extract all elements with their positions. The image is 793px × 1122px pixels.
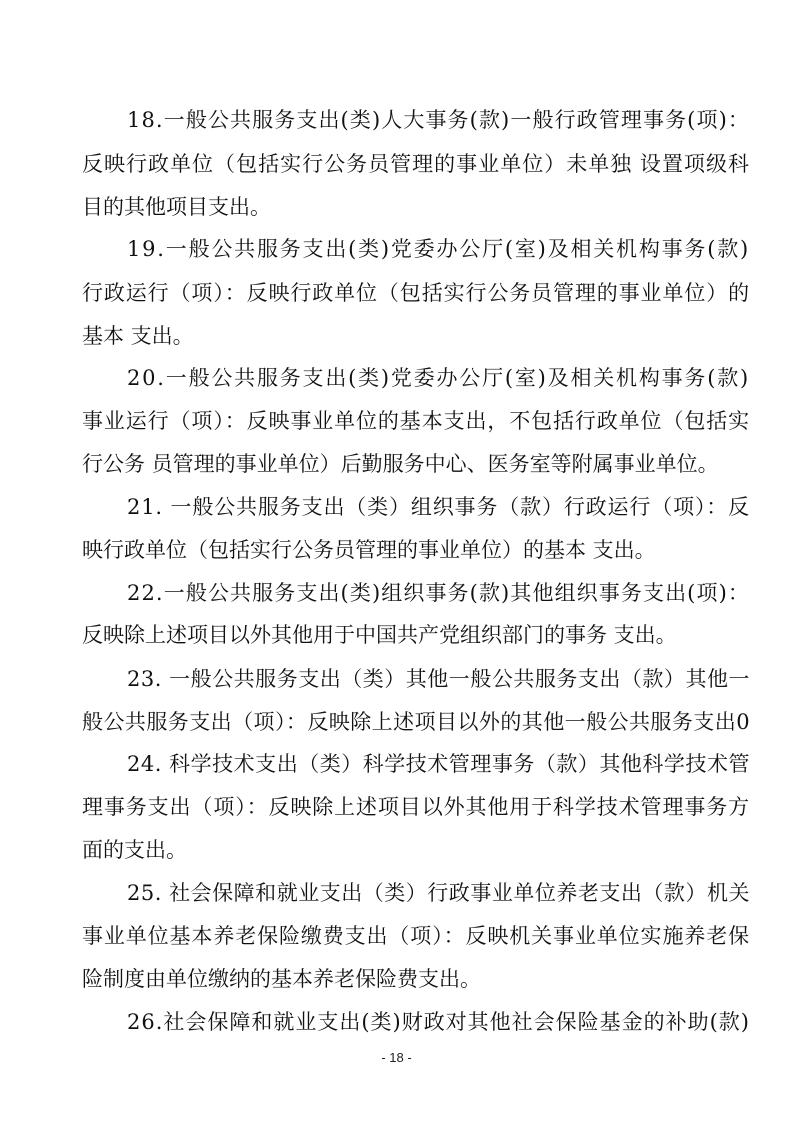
text-line: 理事务支出（项）：反映除上述项目以外其他用于科学技术管理事务方 (82, 795, 750, 819)
text-line: 22.一般公共服务支出(类)组织事务(款)其他组织事务支出(项)： (127, 581, 750, 605)
text-line: 25. 社会保障和就业支出（类）行政事业单位养老支出（款）机关 (127, 881, 750, 905)
page-number: - 18 - (381, 1050, 412, 1065)
text-line: 般公共服务支出（项）：反映除上述项目以外的其他一般公共服务支出0 (82, 710, 750, 734)
text-line: 26.社会保障和就业支出(类)财政对其他社会保险基金的补助(款) (127, 1010, 750, 1034)
text-line: 险制度由单位缴纳的基本养老保险费支出。 (82, 967, 481, 991)
text-line: 18.一般公共服务支出(类)人大事务(款)一般行政管理事务(项)： (127, 108, 750, 132)
text-line: 基本 支出。 (82, 324, 194, 348)
text-line: 21. 一般公共服务支出（类）组织事务（款）行政运行（项）：反 (127, 495, 750, 519)
text-line: 反映行政单位（包括实行公务员管理的事业单位）未单独 设置项级科 (82, 152, 750, 176)
text-line: 目的其他项目支出。 (82, 195, 271, 219)
text-line: 24. 科学技术支出（类）科学技术管理事务（款）其他科学技术管 (127, 752, 750, 776)
text-line: 23. 一般公共服务支出（类）其他一般公共服务支出（款）其他一 (127, 667, 750, 691)
text-line: 20.一般公共服务支出(类)党委办公厅(室)及相关机构事务(款) (127, 366, 750, 390)
text-line: 事业单位基本养老保险缴费支出（项）：反映机关事业单位实施养老保 (82, 924, 750, 948)
text-line: 反映除上述项目以外其他用于中国共产党组织部门的事务 支出。 (82, 623, 677, 647)
text-line: 行政运行（项）：反映行政单位（包括实行公务员管理的事业单位）的 (82, 281, 750, 305)
text-line: 映行政单位（包括实行公务员管理的事业单位）的基本 支出。 (82, 538, 656, 562)
text-line: 事业运行（项）：反映事业单位的基本支出，不包括行政单位（包括实 (82, 409, 750, 433)
text-line: 行公务 员管理的事业单位）后勤服务中心、医务室等附属事业单位。 (82, 452, 719, 476)
text-line: 面的支出。 (82, 838, 187, 862)
text-line: 19.一般公共服务支出(类)党委办公厅(室)及相关机构事务(款) (127, 237, 750, 261)
